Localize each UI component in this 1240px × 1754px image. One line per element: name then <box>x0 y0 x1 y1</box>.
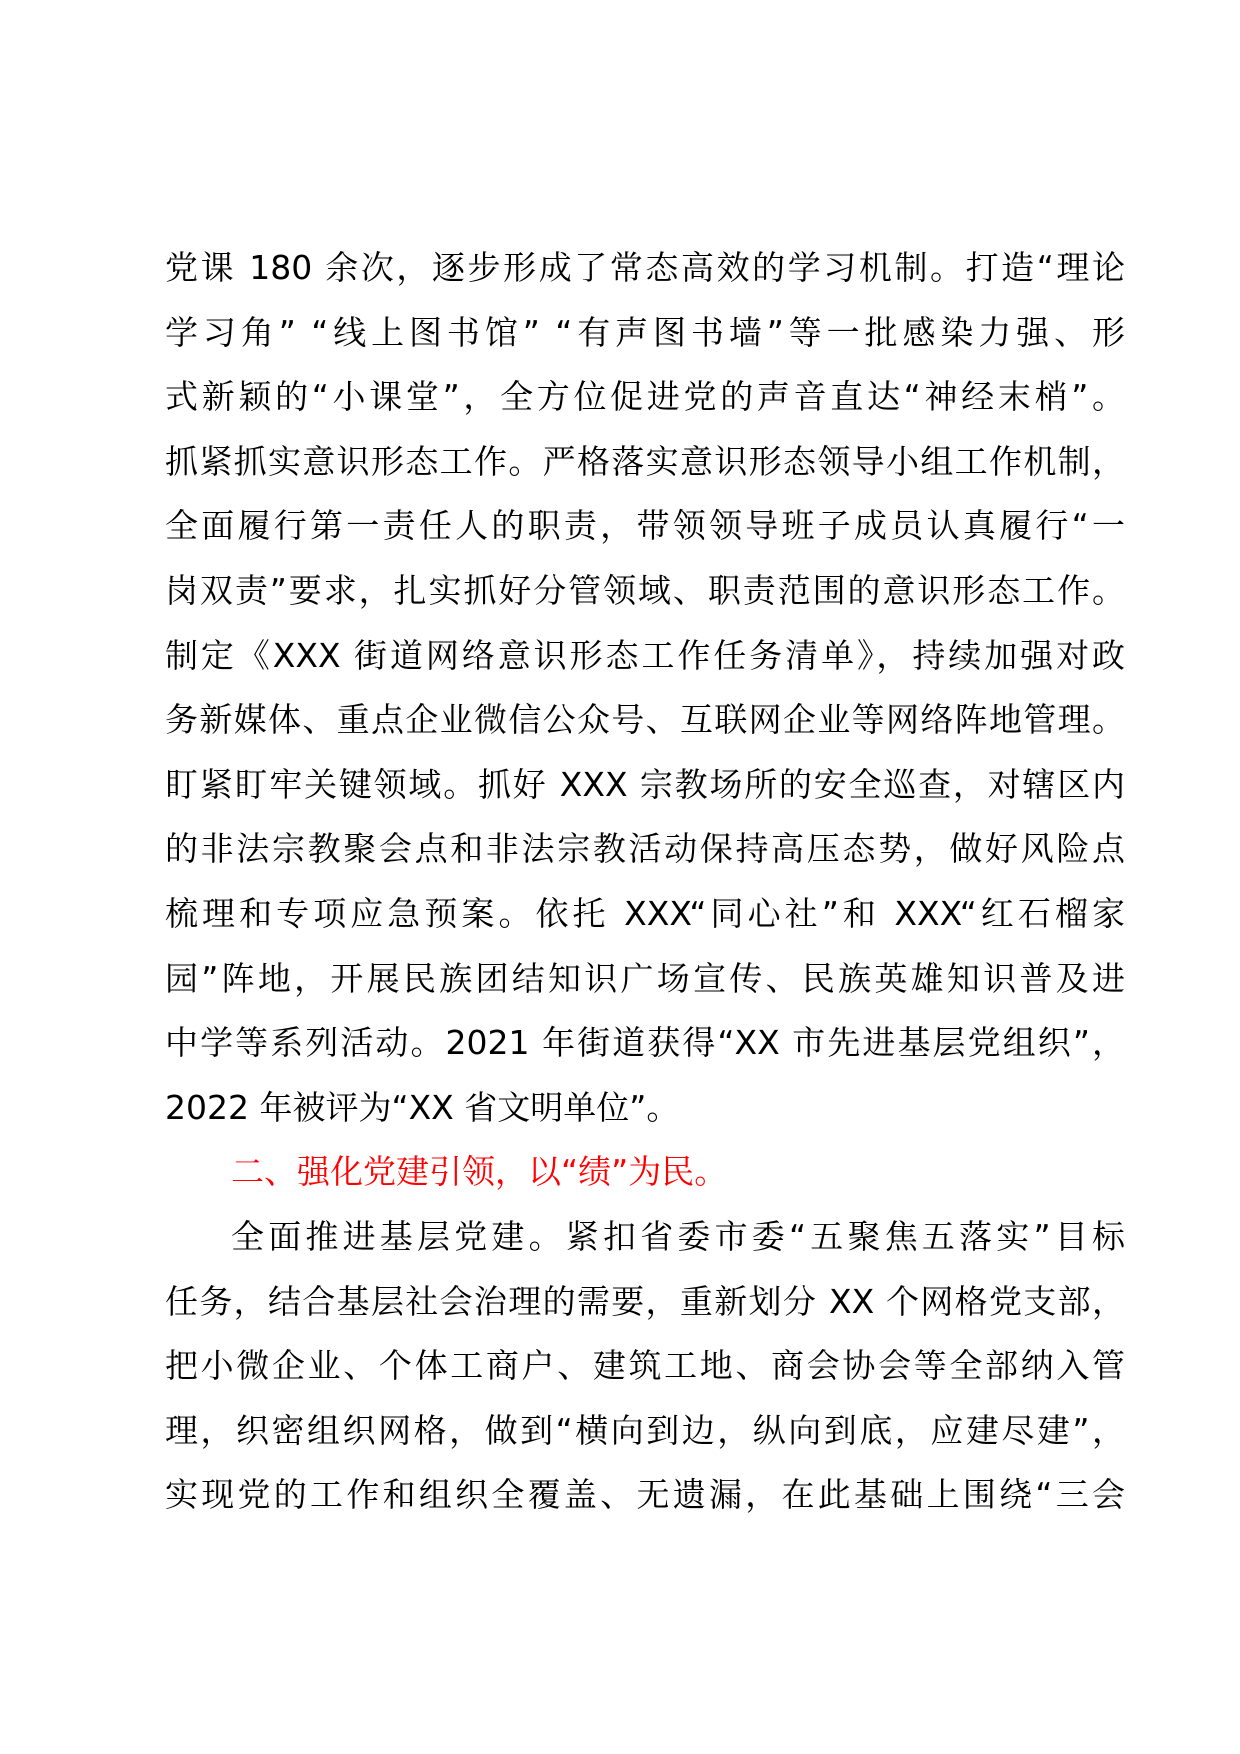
document-body <box>165 236 1125 1528</box>
text-line: 式新颖的“小课堂”，全方位促进党的声音直达“神经末梢”。 <box>165 377 1125 417</box>
paragraph-1 <box>165 236 1125 1140</box>
text-line: 理，织密组织网格，做到“横向到边，纵向到底，应建尽建”， <box>165 1410 1125 1450</box>
text-line: 全面履行第一责任人的职责，带领领导班子成员认真履行“一 <box>165 506 1125 546</box>
text-line: 中学等系列活动。2021 年街道获得“XX 市先进基层党组织”， <box>165 1023 1125 1063</box>
text-line: 2022 年被评为“XX 省文明单位”。 <box>165 1087 680 1127</box>
section-heading <box>165 1140 1125 1205</box>
text-line: 把小微企业、个体工商户、建筑工地、商会协会等全部纳入管 <box>165 1346 1125 1386</box>
text-line: 园”阵地，开展民族团结知识广场宣传、民族英雄知识普及进 <box>165 958 1125 998</box>
text-line: 党课 180 余次，逐步形成了常态高效的学习机制。打造“理论 <box>165 248 1125 287</box>
text-line: 制定《XXX 街道网络意识形态工作任务清单》，持续加强对政 <box>165 635 1125 675</box>
text-line: 学习角” “线上图书馆” “有声图书墙”等一批感染力强、形 <box>165 312 1125 352</box>
text-line: 实现党的工作和组织全覆盖、无遗漏，在此基础上围绕“三会 <box>165 1475 1125 1515</box>
text-line: 抓紧抓实意识形态工作。严格落实意识形态领导小组工作机制， <box>165 441 1125 481</box>
text-line: 岗双责”要求，扎实抓好分管领域、职责范围的意识形态工作。 <box>165 570 1125 610</box>
text-line: 全面推进基层党建。紧扣省委市委“五聚焦五落实”目标 <box>231 1216 1125 1256</box>
text-line: 任务，结合基层社会治理的需要，重新划分 XX 个网格党支部， <box>165 1281 1125 1321</box>
text-line: 务新媒体、重点企业微信公众号、互联网企业等网络阵地管理。 <box>165 700 1125 740</box>
section-heading-text: 二、强化党建引领，以“绩”为民。 <box>231 1152 728 1192</box>
text-line: 盯紧盯牢关键领域。抓好 XXX 宗教场所的安全巡查，对辖区内 <box>165 764 1125 804</box>
text-line: 梳理和专项应急预案。依托 XXX“同心社”和 XXX“红石榴家 <box>165 893 1125 933</box>
text-line: 的非法宗教聚会点和非法宗教活动保持高压态势，做好风险点 <box>165 829 1125 869</box>
paragraph-2 <box>165 1205 1125 1528</box>
